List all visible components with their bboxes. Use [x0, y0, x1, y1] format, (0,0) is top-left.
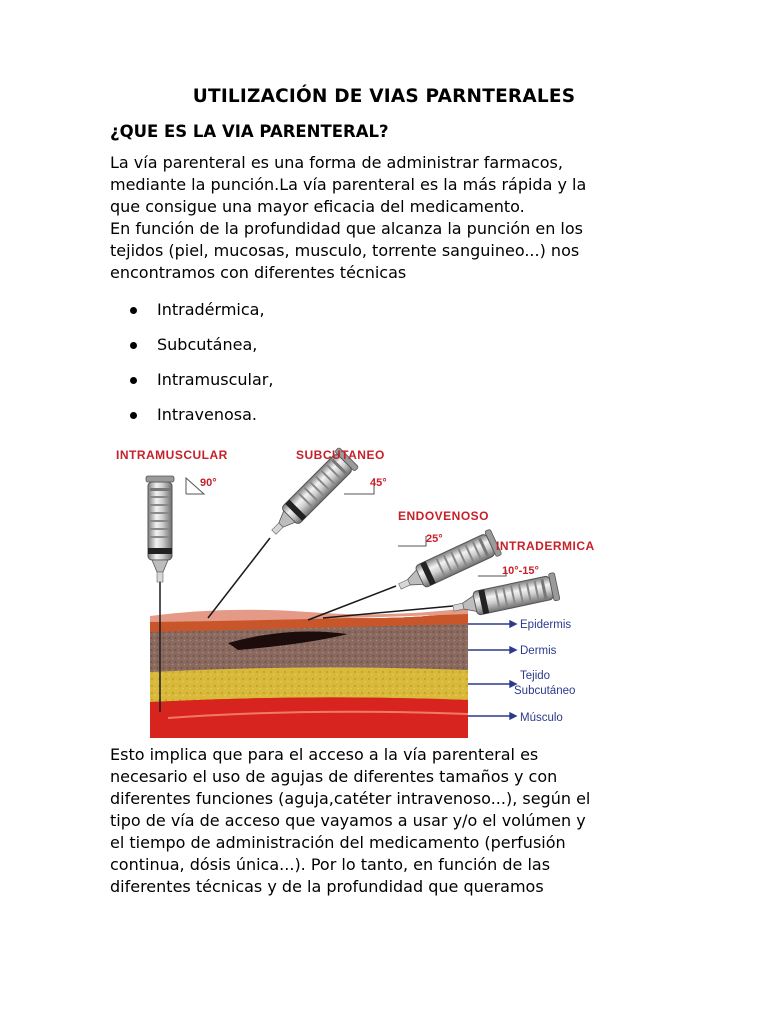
layer-label-epidermis: Epidermis: [520, 619, 572, 631]
angle-label-25: 25°: [426, 533, 443, 545]
list-item-label: Intramuscular,: [157, 370, 274, 389]
injection-diagram: [108, 438, 608, 738]
bullet-icon: [130, 307, 137, 314]
list-item: [110, 368, 273, 403]
paragraph-line: el tiempo de administración del medicamento (perfusión: [110, 833, 566, 852]
paragraph-line: tejidos (piel, mucosas, musculo, torrente sanguineo...) nos: [110, 241, 580, 260]
list-item-label: Intravenosa.: [157, 405, 257, 424]
paragraph-line: Esto implica que para el acceso a la vía parenteral es: [110, 745, 539, 764]
paragraph-line: mediante la punción.La vía parenteral es la más rápida y la: [110, 175, 587, 194]
paragraph-line: encontramos con diferentes técnicas: [110, 263, 407, 282]
body-paragraph: [110, 744, 670, 898]
intro-paragraph: [110, 152, 670, 284]
paragraph-line: La vía parenteral es una forma de administrar farmacos,: [110, 153, 563, 172]
paragraph-line: En función de la profundidad que alcanza la punción en los: [110, 219, 583, 238]
label-intramuscular: INTRAMUSCULAR: [116, 448, 228, 462]
technique-list: [110, 298, 273, 438]
paragraph-line: necesario el uso de agujas de diferentes tamaños y con: [110, 767, 558, 786]
list-item-label: Subcutánea,: [157, 335, 258, 354]
section-heading: ¿QUE ES LA VIA PARENTERAL?: [110, 122, 389, 141]
document-title: UTILIZACIÓN DE VIAS PARNTERALES: [192, 86, 576, 107]
bullet-icon: [130, 412, 137, 419]
layer-label-tejido: Tejido: [520, 670, 551, 682]
list-item-label: Intradérmica,: [157, 300, 265, 319]
list-item: [110, 333, 273, 368]
paragraph-line: diferentes técnicas y de la profundidad que queramos: [110, 877, 544, 896]
label-intradermica: INTRADERMICA: [496, 539, 595, 553]
label-subcutaneo: SUBCUTANEO: [296, 448, 385, 462]
paragraph-line: que consigue una mayor eficacia del medicamento.: [110, 197, 525, 216]
list-item: [110, 298, 273, 333]
bullet-icon: [130, 377, 137, 384]
injection-routes-figure: [108, 438, 608, 738]
angle-label-45: 45°: [370, 477, 387, 489]
angle-label-10-15: 10°-15°: [502, 565, 539, 577]
layer-label-subcutaneo: Subcutáneo: [514, 685, 576, 697]
layer-label-musculo: Músculo: [520, 712, 563, 724]
bullet-icon: [130, 342, 137, 349]
angle-label-90: 90°: [200, 477, 217, 489]
skin-layers: [150, 608, 468, 738]
paragraph-line: diferentes funciones (aguja,catéter intravenoso...), según el: [110, 789, 591, 808]
paragraph-line: tipo de vía de acceso que vayamos a usar y/o el volúmen y: [110, 811, 586, 830]
layer-label-dermis: Dermis: [520, 645, 557, 657]
list-item: [110, 403, 273, 438]
paragraph-line: continua, dósis única...). Por lo tanto, en función de las: [110, 855, 551, 874]
label-endovenoso: ENDOVENOSO: [398, 509, 490, 523]
